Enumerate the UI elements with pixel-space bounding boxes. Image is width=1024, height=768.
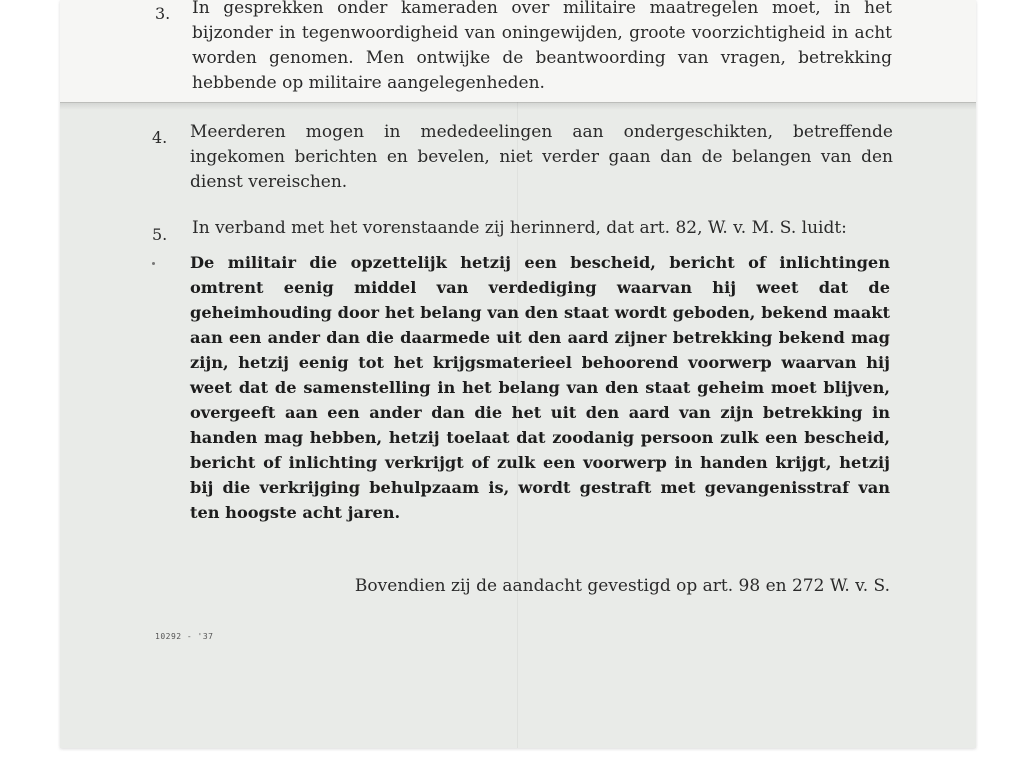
item-text-3: In gesprekken onder kameraden over militaire maatregelen moet, in het bijzonder in tegenwoordigheid van oningewijden, groote voorzichtigheid in acht worden genomen. Men ontwijke de beantwoording van vragen, betrekking hebbende op militaire aangelegenheden.	[192, 0, 892, 93]
print-code: 10292 - '37	[155, 632, 214, 641]
item-number-5: 5.	[152, 225, 168, 244]
closing-reference: Bovendien zij de aandacht gevestigd op art. 98 en 272 W. v. S.	[354, 576, 890, 596]
margin-dot	[152, 262, 155, 265]
article-82-quote: De militair die opzettelijk hetzij een bescheid, bericht of inlichtingen omtrent eenig middel van verdediging waarvan hij weet dat de geheimhouding door het belang van den staat wordt geboden, bekend maakt aan een ander dan die daarmede uit den aard zijner betrekking bekend mag zijn, hetzij eenig tot het krijgsmaterieel behoorend voorwerp waarvan hij weet dat de samenstelling in het belang van den staat geheim moet blijven, overgeeft aan een ander dan die het uit den aard van zijn betrekking in handen mag hebben, hetzij toelaat dat zoodanig persoon zulk een bescheid, bericht of inlichting verkrijgt of zulk een voorwerp in handen krijgt, hetzij bij die verkrijging behulpzaam is, wordt gestraft met gevangenisstraf van ten hoogste acht jaren.	[190, 253, 890, 522]
document-sheet	[60, 0, 976, 748]
fold-shadow	[60, 102, 976, 110]
item-number-4: 4.	[152, 128, 168, 147]
item-text-4: Meerderen mogen in mededeelingen aan ondergeschikten, betreffende ingekomen berichten en bevelen, niet verder gaan dan de belangen van den dienst vereischen.	[190, 122, 893, 192]
item-text-5: In verband met het vorenstaande zij herinnerd, dat art. 82, W. v. M. S. luidt:	[192, 218, 847, 238]
item-number-3: 3.	[155, 4, 171, 23]
